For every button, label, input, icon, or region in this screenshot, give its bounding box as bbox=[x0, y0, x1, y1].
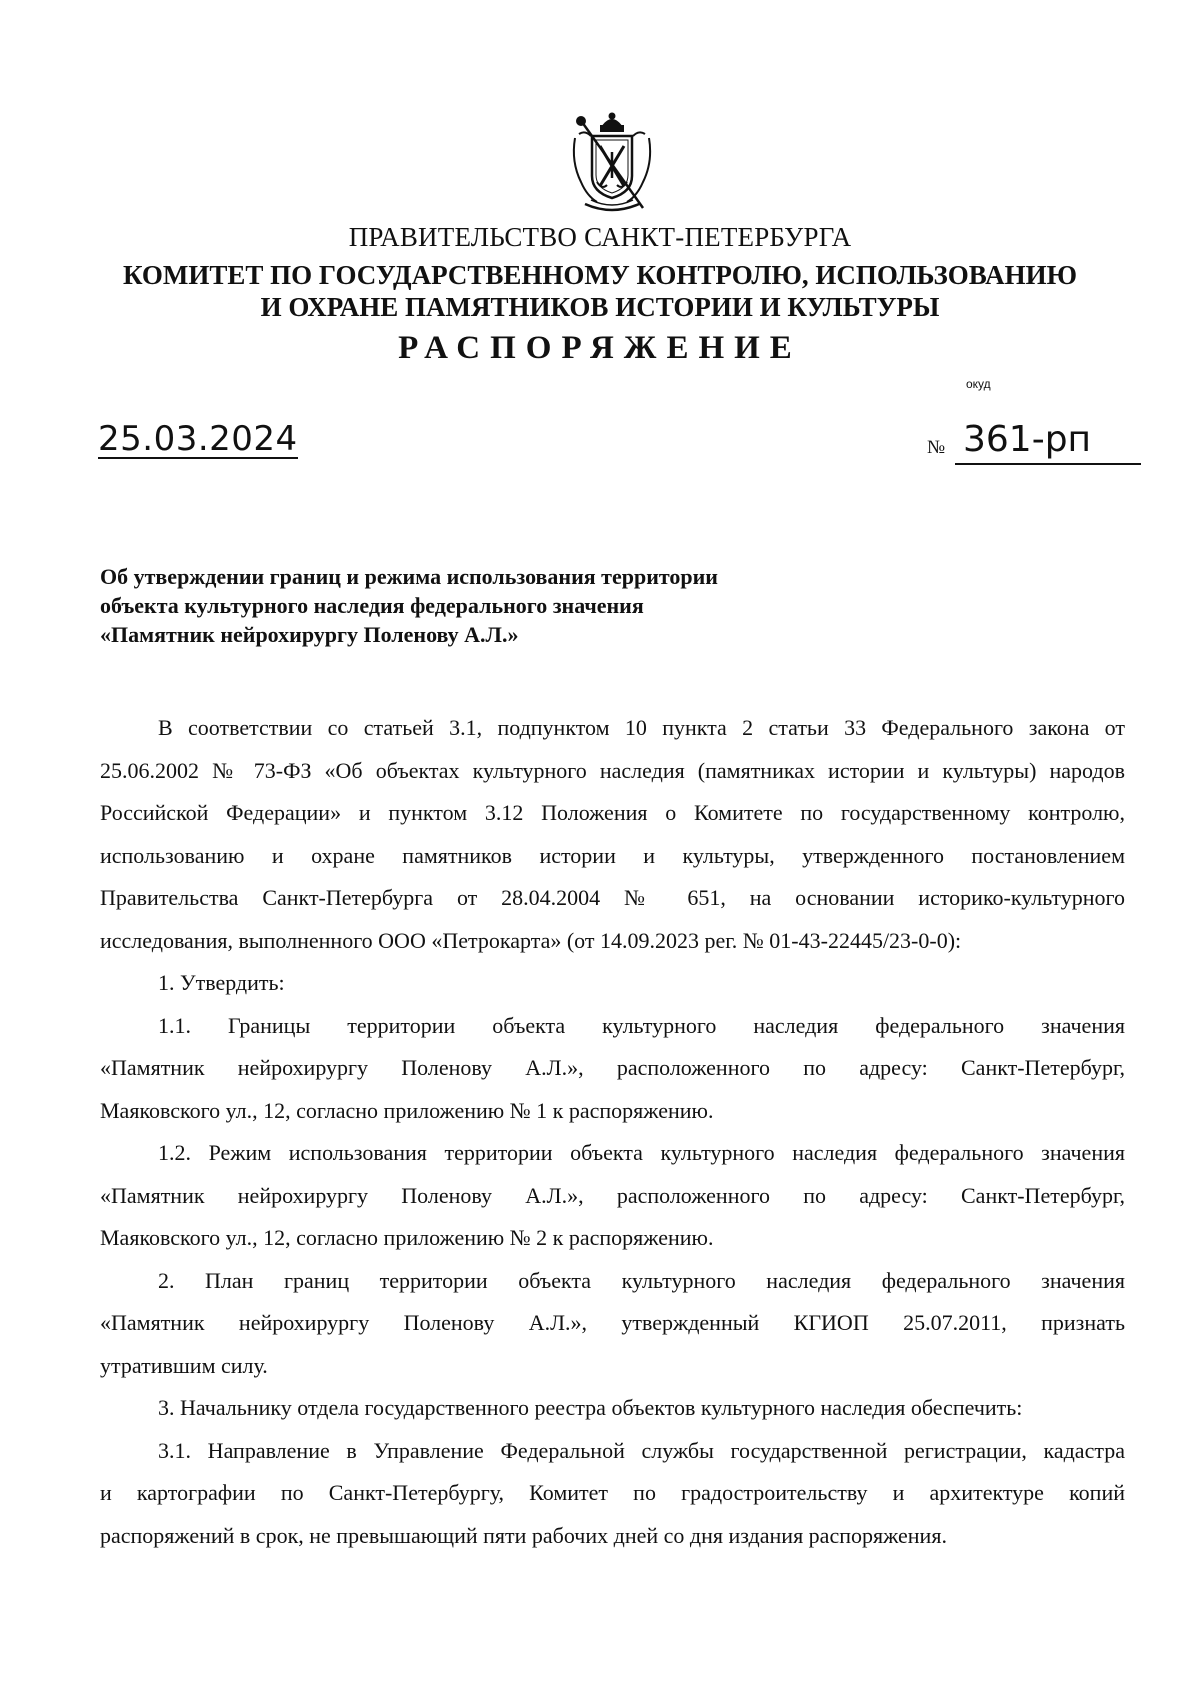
body-line: использованию и охране памятников истории и культуры, утвержденного постановлением bbox=[100, 842, 1125, 868]
title-line: Об утверждении границ и режима использования территории bbox=[100, 564, 718, 589]
title-line: «Памятник нейрохирургу Поленову А.Л.» bbox=[100, 622, 519, 647]
body-line: распоряжений в срок, не превышающий пяти рабочих дней со дня издания распоряжения. bbox=[100, 1522, 947, 1548]
coat-of-arms-emblem bbox=[567, 112, 657, 216]
title-line: объекта культурного наследия федерального значения bbox=[100, 593, 644, 618]
body-line: «Памятник нейрохирургу Поленову А.Л.», расположенного по адресу: Санкт-Петербург, bbox=[100, 1182, 1125, 1208]
body-line: 3.1. Направление в Управление Федеральной службы государственной регистрации, кадастра bbox=[158, 1437, 1125, 1463]
document-type: РАСПОРЯЖЕНИЕ bbox=[398, 330, 802, 366]
committee-name-line1: КОМИТЕТ ПО ГОСУДАРСТВЕННОМУ КОНТРОЛЮ, ИСПОЛЬЗОВАНИЮ bbox=[123, 260, 1077, 290]
body-line: «Памятник нейрохирургу Поленову А.Л.», расположенного по адресу: Санкт-Петербург, bbox=[100, 1055, 1125, 1080]
body-line: Российской Федерации» и пунктом 3.12 Положения о Комитете по государственному контролю, bbox=[100, 800, 1125, 825]
number-underline bbox=[955, 463, 1141, 465]
committee-name-line2: И ОХРАНЕ ПАМЯТНИКОВ ИСТОРИИ И КУЛЬТУРЫ bbox=[260, 292, 940, 322]
body-line: В соответствии со статьей 3.1, подпунктом 10 пункта 2 статьи 33 Федерального закона от bbox=[158, 715, 1125, 740]
body-line: 1.2. Режим использования территории объекта культурного наследия федерального значения bbox=[158, 1140, 1125, 1165]
government-name: ПРАВИТЕЛЬСТВО САНКТ-ПЕТЕРБУРГА bbox=[348, 222, 852, 252]
body-line: Правительства Санкт-Петербурга от 28.04.2004 № 651, на основании историко-культурного bbox=[100, 885, 1125, 910]
body-line: 1.1. Границы территории объекта культурного наследия федерального значения bbox=[158, 1012, 1125, 1038]
body-line: 2. План границ территории объекта культурного наследия федерального значения bbox=[158, 1267, 1125, 1293]
body-line: исследования, выполненного ООО «Петрокарта» (от 14.09.2023 рег. № 01-43-22445/23-0-0): bbox=[100, 927, 962, 953]
body-line: Маяковского ул., 12, согласно приложению № 2 к распоряжению. bbox=[100, 1225, 714, 1250]
body-line: 1. Утвердить: bbox=[158, 970, 285, 995]
body-line: «Памятник нейрохирургу Поленову А.Л.», утвержденный КГИОП 25.07.2011, признать bbox=[100, 1310, 1125, 1335]
body-line: и картографии по Санкт-Петербургу, Комитет по градостроительству и архитектуре копий bbox=[100, 1480, 1125, 1505]
document-number: 361-рп bbox=[963, 419, 1092, 460]
number-sign: № bbox=[927, 437, 946, 458]
document-title bbox=[100, 562, 718, 649]
document-date: 25.03.2024 bbox=[98, 419, 298, 459]
document-body bbox=[100, 707, 1125, 1557]
okud-label: окуд bbox=[966, 377, 991, 391]
body-line: 3. Начальнику отдела государственного реестра объектов культурного наследия обеспечить: bbox=[158, 1395, 1023, 1420]
body-line: утратившим силу. bbox=[100, 1352, 268, 1378]
body-line: 25.06.2002 № 73-ФЗ «Об объектах культурного наследия (памятниках истории и культуры) народов bbox=[100, 757, 1125, 783]
body-line: Маяковского ул., 12, согласно приложению № 1 к распоряжению. bbox=[100, 1097, 714, 1123]
